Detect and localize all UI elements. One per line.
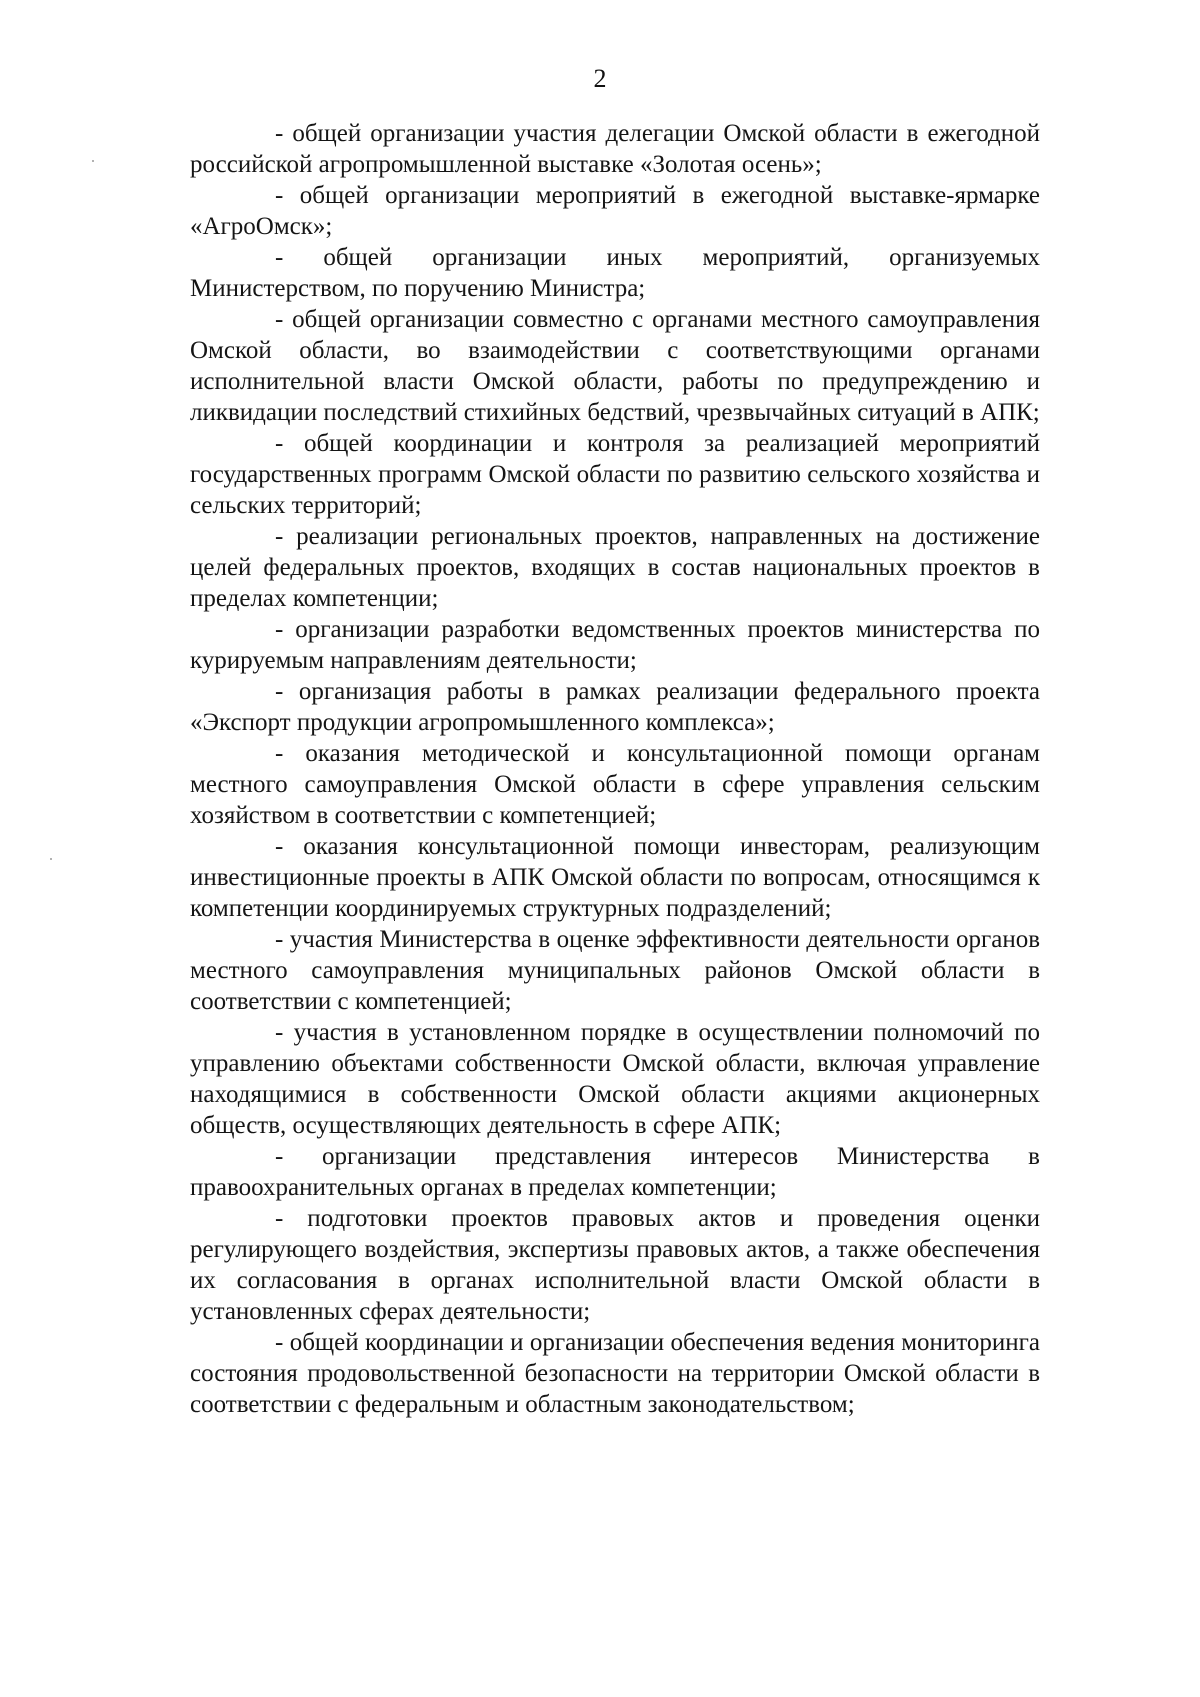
paragraph: - участия в установленном порядке в осуществлении полномочий по управлению объектами собственности Омской области, включая управление находящимися в собственности Омской области акциями акционерных обществ, осуществляющих деятельность в сфере АПК; [190,1019,1040,1139]
paragraph: - организация работы в рамках реализации федерального проекта «Экспорт продукции агропромышленного комплекса»; [190,678,1040,736]
paragraph: - общей координации и организации обеспечения ведения мониторинга состояния продовольственной безопасности на территории Омской области в соответствии с федеральным и областным законодательством; [190,1329,1040,1418]
paragraph: - оказания консультационной помощи инвесторам, реализующим инвестиционные проекты в АПК Омской области по вопросам, относящимся к компетенции координируемых структурных подразделений; [190,833,1040,922]
paragraph: - подготовки проектов правовых актов и проведения оценки регулирующего воздействия, экспертизы правовых актов, а также обеспечения их согласования в органах исполнительной власти Омской области в установленных сферах деятельности; [190,1205,1040,1325]
paragraph: - общей организации мероприятий в ежегодной выставке-ярмарке «АгроОмск»; [190,182,1040,240]
paragraph: - оказания методической и консультационной помощи органам местного самоуправления Омской области в сфере управления сельским хозяйством в соответствии с компетенцией; [190,740,1040,829]
scan-speck [50,858,52,860]
paragraph: - организации представления интересов Министерства в правоохранительных органах в пределах компетенции; [190,1143,1040,1201]
page-number: 2 [593,64,607,93]
paragraph: - общей организации иных мероприятий, организуемых Министерством, по поручению Министра; [190,244,1040,302]
paragraph: - организации разработки ведомственных проектов министерства по курируемым направлениям деятельности; [190,616,1040,674]
paragraph: - участия Министерства в оценке эффективности деятельности органов местного самоуправления муниципальных районов Омской области в соответствии с компетенцией; [190,926,1040,1015]
paragraph: - реализации региональных проектов, направленных на достижение целей федеральных проектов, входящих в состав национальных проектов в пределах компетенции; [190,523,1040,612]
paragraph: - общей организации участия делегации Омской области в ежегодной российской агропромышленной выставке «Золотая осень»; [190,120,1040,178]
scan-speck [92,160,94,162]
document-body [190,118,1040,1420]
paragraph: - общей организации совместно с органами местного самоуправления Омской области, во взаимодействии с соответствующими органами исполнительной власти Омской области, работы по предупреждению и ликвидации последствий стихийных бедствий, чрезвычайных ситуаций в АПК; [190,306,1040,426]
paragraph: - общей координации и контроля за реализацией мероприятий государственных программ Омской области по развитию сельского хозяйства и сельских территорий; [190,430,1040,519]
